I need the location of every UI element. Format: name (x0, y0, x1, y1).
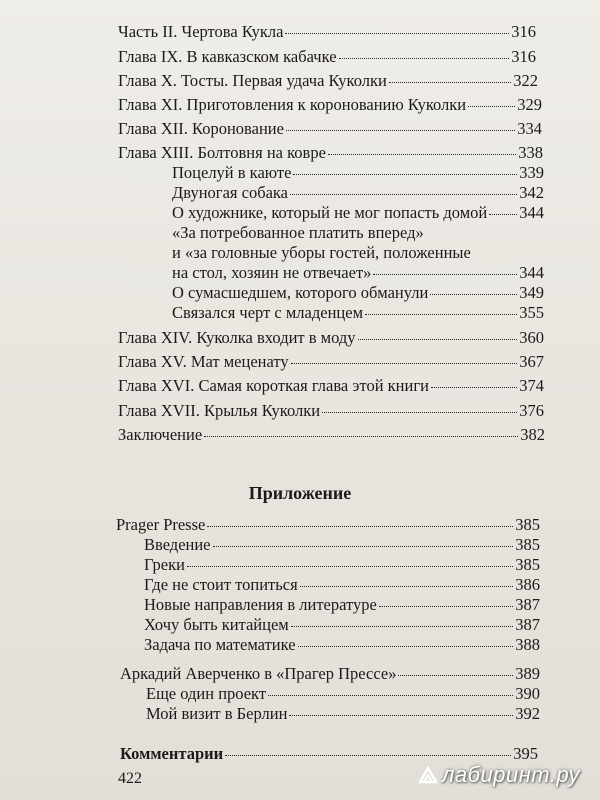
page-number: 422 (118, 770, 142, 787)
toc-entry-page: 344 (519, 203, 544, 222)
appendix-entry-comments (120, 744, 538, 764)
toc-entry-page: 329 (517, 95, 542, 114)
toc-entry-page: 355 (519, 303, 544, 322)
appendix-entry-title: Аркадий Аверченко в «Прагер Прессе» (120, 664, 397, 683)
toc-entry-title-line-3: на стол, хозяин не отвечает» (172, 263, 372, 282)
appendix-entry-berlin-visit (146, 704, 540, 724)
watermark-text: лабиринт.ру (441, 762, 580, 787)
appendix-entry-title: Новые направления в литературе (144, 595, 377, 614)
toc-entry-madman (172, 283, 544, 303)
appendix-entry-one-more-project (146, 684, 540, 704)
toc-entry-title-line-2: и «за головные уборы гостей, положенные (172, 243, 471, 262)
toc-entry-chapter-11 (118, 95, 542, 115)
appendix-entry-math-problem (144, 635, 540, 655)
toc-entry-chapter-15 (118, 352, 544, 372)
toc-entry-title: Глава XVII. Крылья Куколки (118, 401, 321, 420)
toc-entry-devil-and-baby (172, 303, 544, 323)
toc-entry-conclusion (118, 425, 545, 445)
toc-entry-chapter-16 (118, 376, 544, 396)
appendix-entry-greeks (144, 555, 540, 575)
toc-entry-title: Глава IX. В кавказском кабачке (118, 47, 337, 66)
toc-entry-part-2 (118, 22, 536, 42)
toc-entry-page: 344 (519, 263, 544, 282)
toc-entry-title: Заключение (118, 425, 203, 444)
toc-entry-title: Связался черт с младенцем (172, 303, 364, 322)
toc-entry-chapter-12 (118, 119, 542, 139)
appendix-entry-title: Где не стоит топиться (144, 575, 298, 594)
toc-entry-title: Глава XI. Приготовления к коронованию Куколки (118, 95, 467, 114)
appendix-entry-drowning (144, 575, 540, 595)
appendix-entry-chinese (144, 615, 540, 635)
toc-entry-artist (172, 203, 544, 223)
toc-entry-two-legged-dog (172, 183, 544, 203)
appendix-entry-title: Комментарии (120, 744, 224, 763)
toc-entry-title: Глава X. Тосты. Первая удача Куколки (118, 71, 387, 90)
toc-entry-title: Глава XV. Мат меценату (118, 352, 289, 371)
toc-entry-page: 316 (511, 47, 536, 66)
toc-entry-page: 374 (519, 376, 544, 395)
appendix-entry-introduction (144, 535, 540, 555)
appendix-entry-page: 395 (513, 744, 538, 763)
toc-entry-page: 338 (518, 143, 543, 162)
toc-entry-page: 349 (519, 283, 544, 302)
toc-entry-page: 316 (511, 22, 536, 41)
appendix-entry-page: 390 (515, 684, 540, 703)
appendix-entry-new-directions (144, 595, 540, 615)
appendix-entry-page: 387 (515, 595, 540, 614)
toc-entry-title-line-1: «За потребованное платить вперед» (172, 223, 424, 242)
toc-entry-title: Двуногая собака (172, 183, 288, 202)
toc-entry-chapter-10 (118, 71, 538, 91)
toc-entry-chapter-9 (118, 47, 536, 67)
toc-entry-title: О сумасшедшем, которого обманули (172, 283, 429, 302)
appendix-entry-prager-presse (116, 515, 540, 535)
toc-entry-title: Глава XII. Коронование (118, 119, 284, 138)
appendix-entry-title: Мой визит в Берлин (146, 704, 288, 723)
appendix-entry-page: 385 (515, 535, 540, 554)
appendix-entry-page: 385 (515, 515, 540, 534)
toc-entry-title: Часть II. Чертова Кукла (118, 22, 284, 41)
toc-entry-page: 334 (517, 119, 542, 138)
appendix-entry-page: 389 (515, 664, 540, 683)
appendix-entry-page: 388 (515, 635, 540, 654)
toc-entry-page: 342 (519, 183, 544, 202)
toc-entry-kiss-in-cabin (172, 163, 544, 183)
appendix-entry-page: 386 (515, 575, 540, 594)
toc-entry-title: Глава XVI. Самая короткая глава этой книги (118, 376, 429, 395)
toc-entry-title: Глава XIII. Болтовня на ковре (118, 143, 326, 162)
toc-entry-page: 367 (519, 352, 544, 371)
labyrinth-logo-icon (418, 766, 438, 784)
appendix-entry-title: Еще один проект (146, 684, 267, 703)
appendix-entry-averchenko (120, 664, 540, 684)
appendix-entry-title: Введение (144, 535, 211, 554)
toc-entry-chapter-17 (118, 401, 544, 421)
appendix-entry-page: 392 (515, 704, 540, 723)
appendix-entry-title: Хочу быть китайцем (144, 615, 289, 634)
watermark (418, 762, 580, 788)
toc-entry-page: 382 (520, 425, 545, 444)
appendix-entry-page: 387 (515, 615, 540, 634)
toc-entry-page: 376 (519, 401, 544, 420)
toc-entry-title: Глава XIV. Куколка входит в моду (118, 328, 356, 347)
toc-entry-chapter-14 (118, 328, 544, 348)
appendix-entry-title: Задача по математике (144, 635, 296, 654)
appendix-entry-page: 385 (515, 555, 540, 574)
toc-entry-page: 339 (519, 163, 544, 182)
toc-entry-page: 322 (513, 71, 538, 90)
appendix-entry-title: Prager Presse (116, 515, 206, 534)
toc-entry-title: О художнике, который не мог попасть домой (172, 203, 488, 222)
toc-entry-page: 360 (519, 328, 544, 347)
toc-entry-title: Поцелуй в каюте (172, 163, 292, 182)
appendix-entry-title: Греки (144, 555, 185, 574)
toc-entry-pay-in-advance (172, 263, 544, 283)
toc-entry-chapter-13 (118, 143, 543, 163)
appendix-heading: Приложение (248, 483, 352, 503)
